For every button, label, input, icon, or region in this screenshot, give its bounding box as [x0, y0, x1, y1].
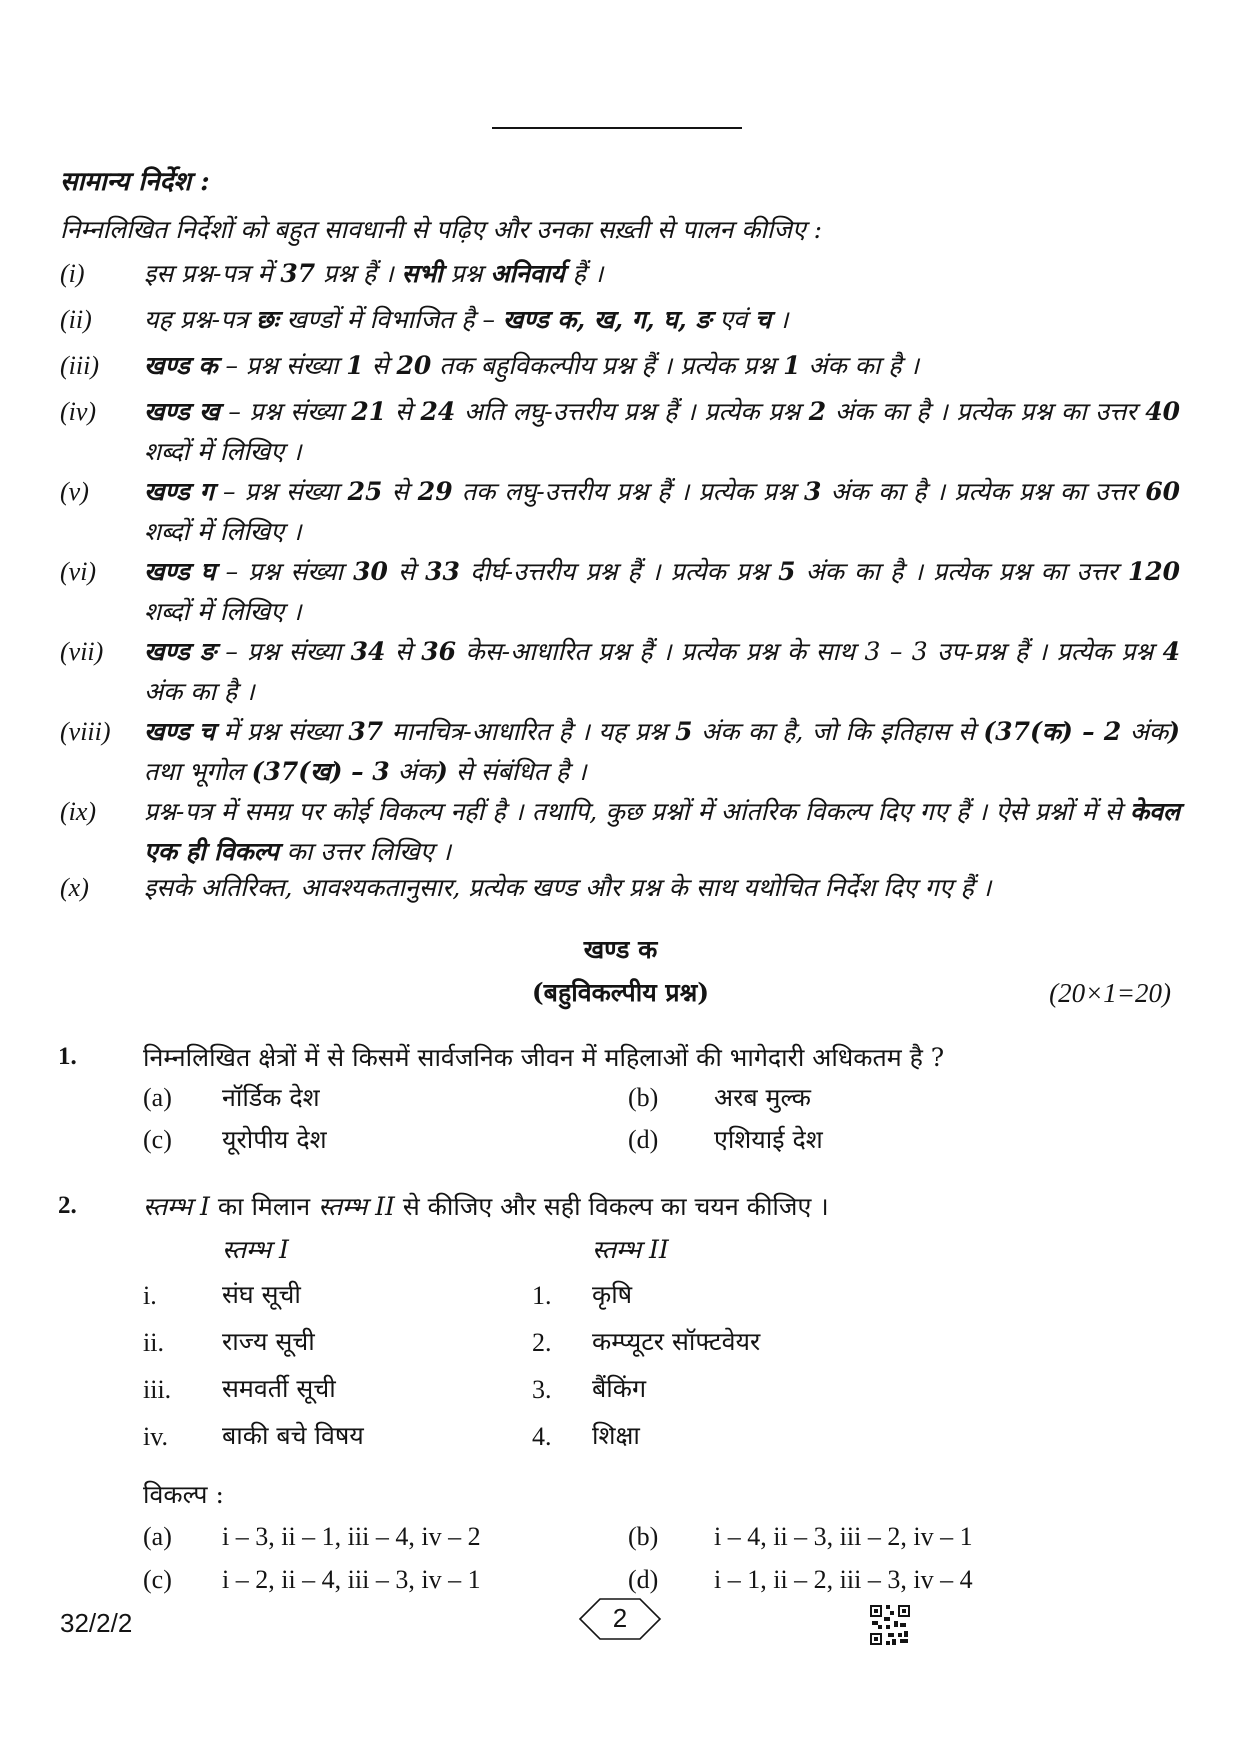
- instruction-item: [60, 712, 1180, 792]
- q1-option-d-label: (d): [628, 1125, 659, 1154]
- q2-options-label: विकल्प :: [143, 1480, 224, 1509]
- question-2-number: 2.: [58, 1192, 77, 1219]
- instruction-text: खण्ड ख – प्रश्न संख्या 21 से 24 अति लघु-उत्तरीय प्रश्न हैं । प्रत्येक प्रश्न 2 अंक का है । प्रत्येक प्रश्न का उत्तर 40 शब्दों में लिखिए ।: [144, 397, 1180, 466]
- q1-option-c: यूरोपीय देश: [222, 1125, 327, 1154]
- column-1-header: स्तम्भ I: [222, 1235, 289, 1264]
- instruction-item: [60, 300, 1180, 340]
- q1-option-a-label: (a): [143, 1083, 172, 1112]
- instruction-item: [60, 552, 1180, 632]
- q1-option-d: एशियाई देश: [714, 1125, 823, 1154]
- instruction-text: खण्ड घ – प्रश्न संख्या 30 से 33 दीर्घ-उत्तरीय प्रश्न हैं । प्रत्येक प्रश्न 5 अंक का है । प्रत्येक प्रश्न का उत्तर 120 शब्दों में लिखिए ।: [144, 557, 1180, 626]
- q2-option-c-label: (c): [143, 1565, 172, 1594]
- match-row-roman: iii.: [143, 1375, 172, 1404]
- match-row-roman: iv.: [143, 1422, 169, 1451]
- instruction-item: [60, 254, 1180, 294]
- instruction-text: खण्ड क – प्रश्न संख्या 1 से 20 तक बहुविकल्पीय प्रश्न हैं । प्रत्येक प्रश्न 1 अंक का है ।: [144, 351, 919, 380]
- match-row-left: राज्य सूची: [222, 1327, 315, 1356]
- match-row-right: शिक्षा: [592, 1421, 640, 1450]
- q2-option-a: i – 3, ii – 1, iii – 4, iv – 2: [222, 1522, 481, 1551]
- match-row-left: बाकी बचे विषय: [222, 1421, 364, 1450]
- question-2-text: स्तम्भ I का मिलान स्तम्भ II से कीजिए और सही विकल्प का चयन कीजिए ।: [143, 1192, 829, 1221]
- instruction-item: [60, 632, 1180, 712]
- paper-code: 32/2/2: [60, 1608, 133, 1638]
- question-1-text: निम्नलिखित क्षेत्रों में से किसमें सार्वजनिक जीवन में महिलाओं की भागेदारी अधिकतम है ?: [143, 1043, 945, 1072]
- match-row-number: 3.: [532, 1375, 552, 1404]
- instruction-item: [60, 392, 1180, 472]
- instruction-item: [60, 868, 1180, 908]
- general-instructions-heading: सामान्य निर्देश :: [60, 167, 210, 197]
- instructions-intro: निम्नलिखित निर्देशों को बहुत सावधानी से पढ़िए और उनका सख़्ती से पालन कीजिए :: [60, 215, 823, 244]
- instruction-text: प्रश्न-पत्र में समग्र पर कोई विकल्प नहीं है । तथापि, कुछ प्रश्नों में आंतरिक विकल्प दिए गए हैं । ऐसे प्रश्नों में से केवल एक ही विकल्प का उत्तर लिखिए ।: [144, 797, 1180, 866]
- match-row-roman: ii.: [143, 1328, 164, 1357]
- instruction-number: (viii): [60, 717, 111, 746]
- q2-option-c: i – 2, ii – 4, iii – 3, iv – 1: [222, 1565, 481, 1594]
- instruction-number: (iv): [60, 397, 97, 426]
- match-row-right: बैंकिंग: [592, 1374, 647, 1403]
- instruction-number: (iii): [60, 351, 99, 380]
- section-subtitle: (बहुविकल्पीय प्रश्न): [531, 978, 710, 1007]
- match-row-number: 4.: [532, 1422, 552, 1451]
- instruction-text: खण्ड च में प्रश्न संख्या 37 मानचित्र-आधारित है । यह प्रश्न 5 अंक का है, जो कि इतिहास से (37(क) – 2 अंक) तथा भूगोल (37(ख) – 3 अंक) से संबंधित है ।: [144, 717, 1181, 786]
- qr-code-icon: [868, 1603, 912, 1647]
- instruction-text: इसके अतिरिक्त, आवश्यकतानुसार, प्रत्येक खण्ड और प्रश्न के साथ यथोचित निर्देश दिए गए हैं ।: [144, 873, 992, 902]
- q1-option-a: नॉर्डिक देश: [222, 1083, 320, 1112]
- q2-option-b-label: (b): [628, 1522, 659, 1551]
- q1-option-b-label: (b): [628, 1083, 659, 1112]
- instruction-text: यह प्रश्न-पत्र छः खण्डों में विभाजित है – खण्ड क, ख, ग, घ, ङ एवं च ।: [144, 305, 789, 334]
- match-row-right: कम्प्यूटर सॉफ्टवेयर: [592, 1327, 761, 1356]
- page-number-badge: [566, 1597, 674, 1641]
- instruction-number: (ix): [60, 797, 97, 826]
- q2-option-d: i – 1, ii – 2, iii – 3, iv – 4: [714, 1565, 973, 1594]
- instruction-item: [60, 472, 1180, 552]
- instruction-text: खण्ड ग – प्रश्न संख्या 25 से 29 तक लघु-उत्तरीय प्रश्न हैं । प्रत्येक प्रश्न 3 अंक का है । प्रत्येक प्रश्न का उत्तर 60 शब्दों में लिखिए ।: [144, 477, 1180, 546]
- instruction-text: इस प्रश्न-पत्र में 37 प्रश्न हैं । सभी प्रश्न अनिवार्य हैं ।: [144, 259, 604, 288]
- question-1-number: 1.: [58, 1043, 77, 1070]
- section-marks: (20×1=20): [1049, 978, 1171, 1008]
- instruction-number: (i): [60, 259, 85, 288]
- instruction-number: (x): [60, 873, 89, 902]
- q2-option-a-label: (a): [143, 1522, 172, 1551]
- instruction-number: (vi): [60, 557, 97, 586]
- q2-option-b: i – 4, ii – 3, iii – 2, iv – 1: [714, 1522, 973, 1551]
- instruction-number: (ii): [60, 305, 92, 334]
- instruction-item: [60, 346, 1180, 386]
- instruction-number: (v): [60, 477, 89, 506]
- q1-option-b: अरब मुल्क: [714, 1083, 811, 1112]
- match-row-left: संघ सूची: [222, 1280, 301, 1309]
- top-rule: [492, 127, 742, 129]
- page-number: 2: [612, 1603, 628, 1633]
- column-2-header: स्तम्भ II: [592, 1235, 669, 1264]
- match-row-left: समवर्ती सूची: [222, 1374, 336, 1403]
- q2-option-d-label: (d): [628, 1565, 659, 1594]
- match-row-number: 1.: [532, 1281, 552, 1310]
- q1-option-c-label: (c): [143, 1125, 172, 1154]
- instruction-item: [60, 792, 1180, 872]
- match-row-right: कृषि: [592, 1280, 633, 1309]
- match-row-roman: i.: [143, 1281, 157, 1310]
- instruction-text: खण्ड ङ – प्रश्न संख्या 34 से 36 केस-आधारित प्रश्न हैं । प्रत्येक प्रश्न के साथ 3 – 3 उप-प्रश्न हैं । प्रत्येक प्रश्न 4 अंक का है ।: [144, 637, 1181, 706]
- match-row-number: 2.: [532, 1328, 552, 1357]
- section-title: खण्ड क: [583, 935, 658, 964]
- instruction-number: (vii): [60, 637, 104, 666]
